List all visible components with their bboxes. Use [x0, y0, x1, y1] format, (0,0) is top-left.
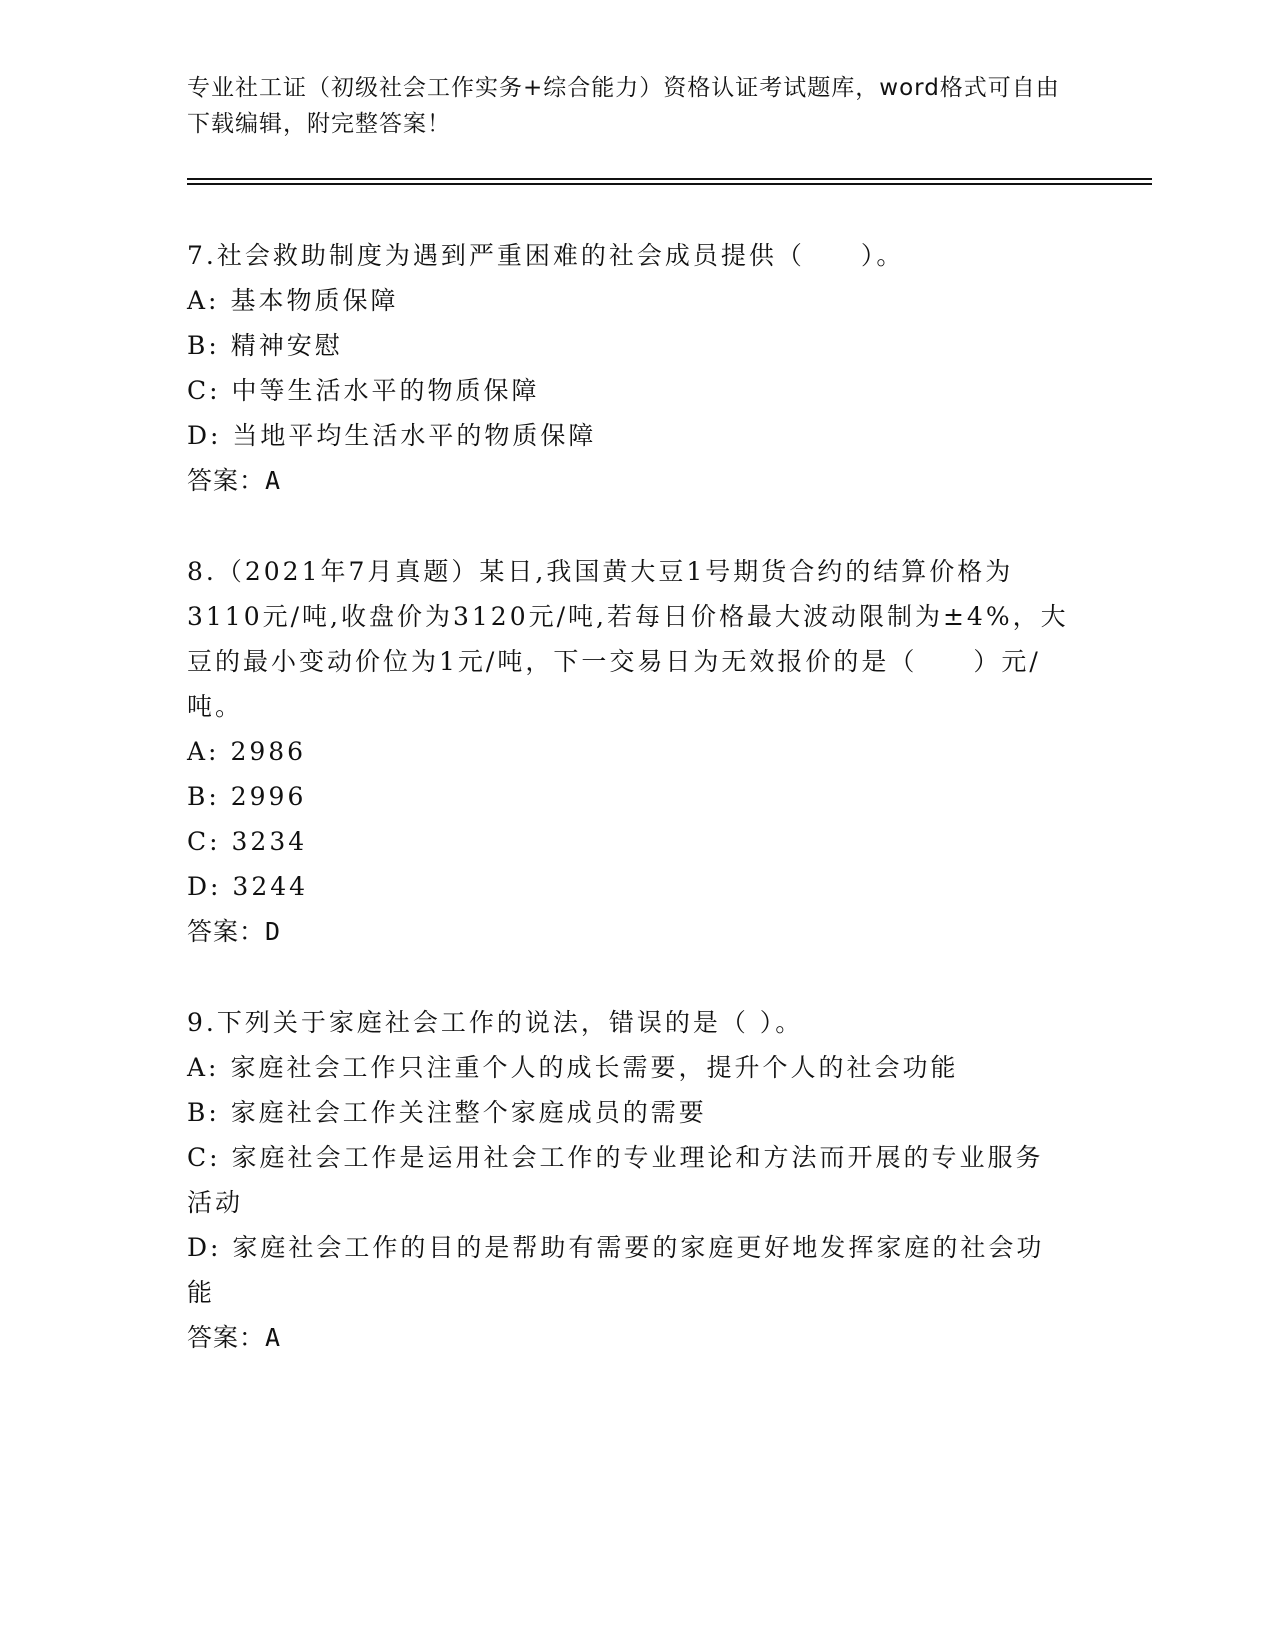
option-text: 家庭社会工作只注重个人的成长需要，提升个人的社会功能: [230, 1053, 959, 1082]
answer-line: [187, 909, 1087, 954]
option-label: B:: [187, 782, 220, 811]
header-line-1: 专业社工证（初级社会工作实务+综合能力）资格认证考试题库，word格式可自由: [187, 75, 1060, 101]
question-8: [187, 549, 1087, 954]
question-9: [187, 1000, 1087, 1360]
header-line-2: 下载编辑，附完整答案！: [187, 111, 451, 137]
option-a: [187, 729, 1087, 774]
answer-value: A: [265, 1323, 282, 1352]
question-stem: 7.社会救助制度为遇到严重困难的社会成员提供（ ）。: [187, 241, 905, 270]
question-stem: 9.下列关于家庭社会工作的说法，错误的是（ ）。: [187, 1008, 804, 1037]
answer-label: 答案：: [187, 466, 266, 495]
answer-label: 答案：: [187, 917, 266, 946]
document-header: [187, 70, 1087, 142]
option-label: D:: [187, 872, 222, 901]
option-d: [187, 1225, 1087, 1270]
option-text: 家庭社会工作是运用社会工作的专业理论和方法而开展的专业服务: [231, 1143, 1044, 1172]
option-b: [187, 774, 1087, 819]
answer-value: D: [265, 917, 282, 946]
option-label: B:: [187, 331, 220, 360]
option-c: [187, 1135, 1087, 1180]
question-stem-line: 豆的最小变动价位为1元/吨，下一交易日为无效报价的是（ ）元/: [187, 647, 1041, 676]
option-text: 家庭社会工作的目的是帮助有需要的家庭更好地发挥家庭的社会功: [232, 1233, 1045, 1262]
answer-value: A: [265, 466, 282, 495]
option-b: [187, 323, 1087, 368]
option-text: 家庭社会工作关注整个家庭成员的需要: [230, 1098, 707, 1127]
option-text: 中等生活水平的物质保障: [231, 376, 540, 405]
option-c: [187, 368, 1087, 413]
answer-label: 答案：: [187, 1323, 266, 1352]
option-a: [187, 1045, 1087, 1090]
option-label: B:: [187, 1098, 220, 1127]
question-stem-line: 吨。: [187, 692, 244, 721]
option-text: 精神安慰: [230, 331, 343, 360]
option-a: [187, 278, 1087, 323]
option-text: 3234: [231, 827, 308, 856]
option-text: 3244: [232, 872, 309, 901]
option-label: D:: [187, 421, 222, 450]
option-label: A:: [187, 286, 220, 315]
option-text: 基本物质保障: [230, 286, 399, 315]
question-stem-line: 8.（2021年7月真题）某日,我国黄大豆1号期货合约的结算价格为: [187, 557, 1014, 586]
option-label: C:: [187, 827, 221, 856]
option-c: [187, 819, 1087, 864]
option-d: [187, 864, 1087, 909]
option-d-continuation: 能: [187, 1278, 216, 1307]
question-list: [187, 233, 1087, 1406]
option-text: 2986: [230, 737, 307, 766]
option-label: C:: [187, 1143, 221, 1172]
option-text: 2996: [230, 782, 307, 811]
option-text: 当地平均生活水平的物质保障: [232, 421, 597, 450]
option-d: [187, 413, 1087, 458]
question-7: [187, 233, 1087, 503]
option-b: [187, 1090, 1087, 1135]
question-stem-line: 3110元/吨,收盘价为3120元/吨,若每日价格最大波动限制为±4%，大: [187, 602, 1069, 631]
header-divider-bottom: [187, 183, 1152, 185]
header-divider-top: [187, 178, 1152, 180]
answer-line: [187, 458, 1087, 503]
answer-line: [187, 1315, 1087, 1360]
option-label: C:: [187, 376, 221, 405]
option-label: A:: [187, 737, 220, 766]
option-c-continuation: 活动: [187, 1188, 244, 1217]
option-label: A:: [187, 1053, 220, 1082]
option-label: D:: [187, 1233, 222, 1262]
